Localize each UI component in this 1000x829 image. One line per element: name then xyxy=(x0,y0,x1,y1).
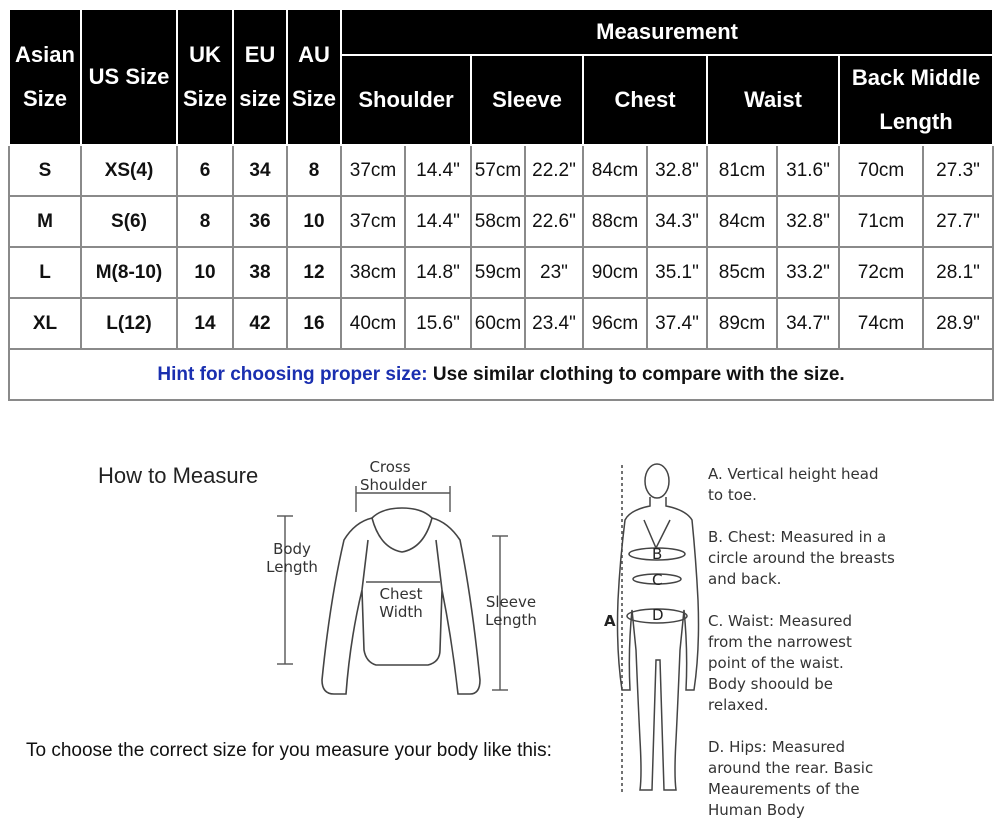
cell-back-cm: 70cm xyxy=(839,145,923,196)
cell-waist-in: 34.7" xyxy=(777,298,839,349)
body-figure-icon xyxy=(618,464,699,795)
cell-waist-in: 31.6" xyxy=(777,145,839,196)
cell-us-size: L(12) xyxy=(81,298,177,349)
cell-chest-in: 37.4" xyxy=(647,298,707,349)
cell-us-size: S(6) xyxy=(81,196,177,247)
note-b: B. Chest: Measured in a circle around the breasts and back. xyxy=(708,528,895,588)
cell-back-in: 27.7" xyxy=(923,196,993,247)
cell-sleeve-in: 22.2" xyxy=(525,145,583,196)
header-chest: Chest xyxy=(583,55,707,145)
cell-waist-cm: 85cm xyxy=(707,247,777,298)
cell-asian-size: XL xyxy=(9,298,81,349)
header-au-size: AU Size xyxy=(287,9,341,145)
cell-waist-cm: 89cm xyxy=(707,298,777,349)
hint-text: Use similar clothing to compare with the size. xyxy=(427,363,845,385)
hint-label: Hint for choosing proper size: xyxy=(157,363,428,385)
cell-back-in: 28.9" xyxy=(923,298,993,349)
cell-waist-cm: 84cm xyxy=(707,196,777,247)
cell-waist-cm: 81cm xyxy=(707,145,777,196)
cell-sleeve-cm: 58cm xyxy=(471,196,525,247)
cell-shoulder-in: 14.8" xyxy=(405,247,471,298)
note-a: A. Vertical height head to toe. xyxy=(708,465,879,504)
measure-instruction: To choose the correct size for you measure your body like this: xyxy=(26,740,552,761)
cell-chest-in: 35.1" xyxy=(647,247,707,298)
cell-uk-size: 8 xyxy=(177,196,233,247)
cell-back-cm: 71cm xyxy=(839,196,923,247)
header-shoulder: Shoulder xyxy=(341,55,471,145)
cell-eu-size: 38 xyxy=(233,247,287,298)
note-c: C. Waist: Measured from the narrowest point of the waist. Body shoould be relaxed. xyxy=(708,612,853,714)
cell-sleeve-cm: 60cm xyxy=(471,298,525,349)
header-waist: Waist xyxy=(707,55,839,145)
marker-b: B xyxy=(652,545,663,563)
cell-shoulder-cm: 38cm xyxy=(341,247,405,298)
cross-shoulder-label: Cross Shoulder xyxy=(360,458,427,494)
cell-au-size: 8 xyxy=(287,145,341,196)
cell-asian-size: S xyxy=(9,145,81,196)
header-measurement: Measurement xyxy=(341,9,993,55)
cell-sleeve-in: 22.6" xyxy=(525,196,583,247)
header-asian-size: Asian Size xyxy=(9,9,81,145)
header-eu-size: EU size xyxy=(233,9,287,145)
cell-eu-size: 34 xyxy=(233,145,287,196)
cell-au-size: 16 xyxy=(287,298,341,349)
cell-uk-size: 14 xyxy=(177,298,233,349)
cell-chest-cm: 96cm xyxy=(583,298,647,349)
cell-shoulder-in: 14.4" xyxy=(405,196,471,247)
body-length-label: Body Length xyxy=(266,540,318,576)
cell-asian-size: M xyxy=(9,196,81,247)
cell-sleeve-cm: 57cm xyxy=(471,145,525,196)
cell-shoulder-cm: 40cm xyxy=(341,298,405,349)
cell-uk-size: 10 xyxy=(177,247,233,298)
cell-shoulder-in: 15.6" xyxy=(405,298,471,349)
cell-sleeve-in: 23" xyxy=(525,247,583,298)
cell-shoulder-cm: 37cm xyxy=(341,145,405,196)
header-back-middle-length: Back Middle Length xyxy=(839,55,993,145)
cell-asian-size: L xyxy=(9,247,81,298)
cell-chest-cm: 84cm xyxy=(583,145,647,196)
header-sleeve: Sleeve xyxy=(471,55,583,145)
cell-sleeve-in: 23.4" xyxy=(525,298,583,349)
cell-shoulder-in: 14.4" xyxy=(405,145,471,196)
marker-a: A xyxy=(604,612,616,630)
header-us-size: US Size xyxy=(81,9,177,145)
cell-back-cm: 72cm xyxy=(839,247,923,298)
cell-eu-size: 36 xyxy=(233,196,287,247)
note-d: D. Hips: Measured around the rear. Basic Meaurements of the Human Body xyxy=(708,738,874,819)
cell-chest-in: 32.8" xyxy=(647,145,707,196)
cell-waist-in: 32.8" xyxy=(777,196,839,247)
sleeve-length-label: Sleeve Length xyxy=(485,593,537,629)
cell-chest-cm: 90cm xyxy=(583,247,647,298)
cell-sleeve-cm: 59cm xyxy=(471,247,525,298)
cell-back-in: 28.1" xyxy=(923,247,993,298)
how-to-measure-title: How to Measure xyxy=(98,463,259,488)
marker-d: D xyxy=(652,606,664,624)
chest-width-label: Chest Width xyxy=(379,585,423,621)
cell-back-cm: 74cm xyxy=(839,298,923,349)
cell-au-size: 10 xyxy=(287,196,341,247)
cell-chest-in: 34.3" xyxy=(647,196,707,247)
cell-shoulder-cm: 37cm xyxy=(341,196,405,247)
cell-back-in: 27.3" xyxy=(923,145,993,196)
cell-us-size: M(8-10) xyxy=(81,247,177,298)
cell-uk-size: 6 xyxy=(177,145,233,196)
cell-au-size: 12 xyxy=(287,247,341,298)
cell-us-size: XS(4) xyxy=(81,145,177,196)
marker-c: C xyxy=(652,571,663,589)
cell-eu-size: 42 xyxy=(233,298,287,349)
cell-chest-cm: 88cm xyxy=(583,196,647,247)
cell-waist-in: 33.2" xyxy=(777,247,839,298)
header-uk-size: UK Size xyxy=(177,9,233,145)
